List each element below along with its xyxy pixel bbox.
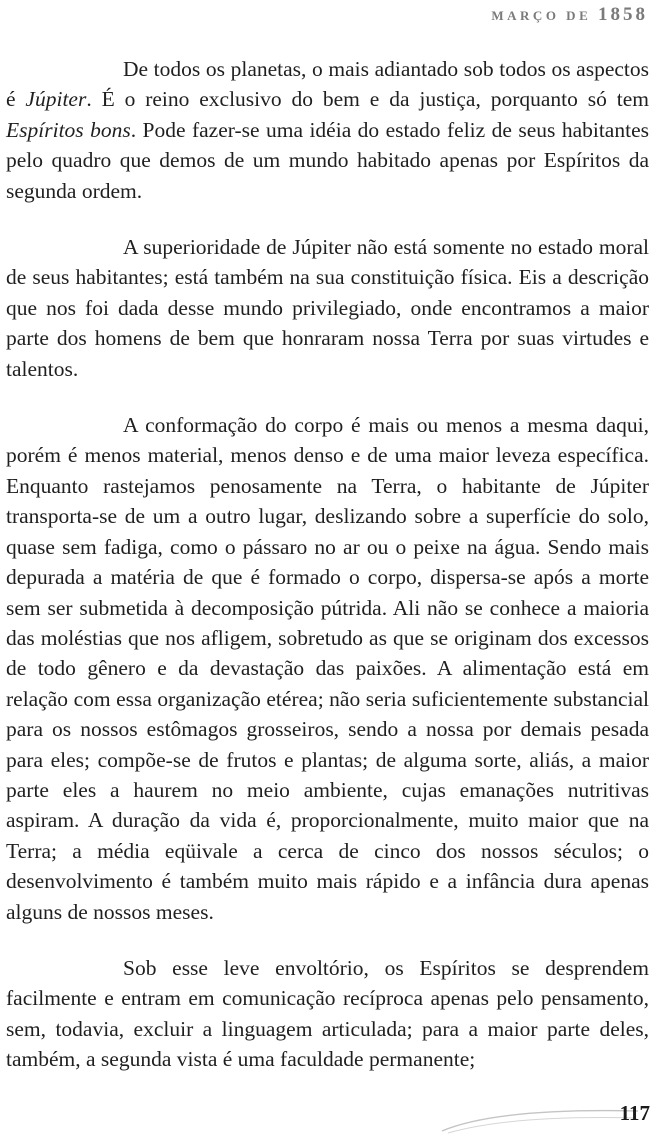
paragraph-2: A superioridade de Júpiter não está somente no estado moral de seus habitantes; está também na sua constituição física. Eis a descrição que nos foi dada desse mundo privilegiado, onde encontramos a maior parte dos homens de bem que honraram nossa Terra por suas virtudes e talentos.: [6, 235, 649, 381]
paragraph-1-part-1: De todos os planetas, o mais adiantado sob todos os aspectos é: [6, 57, 649, 112]
running-header: [491, 4, 648, 26]
page-footer: [0, 1095, 656, 1137]
decorative-swoosh-icon: [440, 1101, 640, 1135]
body-text: [6, 54, 649, 1075]
running-header-year: 1858: [598, 4, 648, 25]
paragraph-1-part-3: . Pode fazer-se uma idéia do estado feliz de seus habitantes pelo quadro que demos de um mundo habitado apenas por Espíritos da segunda ordem.: [6, 117, 649, 203]
paragraph-1-part-2: . É o reino exclusivo do bem e da justiça, porquanto só tem: [86, 87, 649, 112]
paragraph-4: Sob esse leve envoltório, os Espíritos se desprendem facilmente e entram em comunicação recíproca apenas pelo pensamento, sem, todavia, excluir a linguagem articulada; para a maior parte deles, também, a segunda vista é uma faculdade permanente;: [6, 955, 649, 1072]
running-header-month: MARÇO DE: [491, 8, 592, 23]
paragraph-3: A conformação do corpo é mais ou menos a mesma daqui, porém é menos material, menos denso e de uma maior leveza específica. Enquanto rastejamos penosamente na Terra, o habitante de Júpiter transporta-se de um a outro lugar, deslizando sobre a superfície do solo, quase sem fadiga, como o pássaro no ar ou o peixe na água. Sendo mais depurada a matéria de que é formado o corpo, dispersa-se após a morte sem ser submetida à decomposição pútrida. Ali não se conhece a maioria das moléstias que nos afligem, sobretudo as que se originam dos excessos de todo gênero e da devastação das paixões. A alimentação está em relação com essa organização etérea; não seria suficientemente substancial para os nossos estômagos grosseiros, sendo a nossa por demais pesada para eles; compõe-se de frutos e plantas; de alguma sorte, aliás, a maior parte eles a haurem no meio ambiente, cujas emanações nutritivas aspiram. A duração da vida é, proporcionalmente, muito maior que na Terra; a média eqüivale a cerca de cinco dos nossos séculos; o desenvolvimento é também muito mais rápido e a infância dura apenas alguns de nossos meses.: [6, 413, 649, 924]
paragraph-1-italic-espiritos-bons: Espíritos bons: [6, 117, 131, 142]
page-number: 117: [619, 1101, 650, 1125]
paragraph-1-italic-jupiter: Júpiter: [25, 87, 87, 112]
paragraph-1: [6, 54, 649, 206]
